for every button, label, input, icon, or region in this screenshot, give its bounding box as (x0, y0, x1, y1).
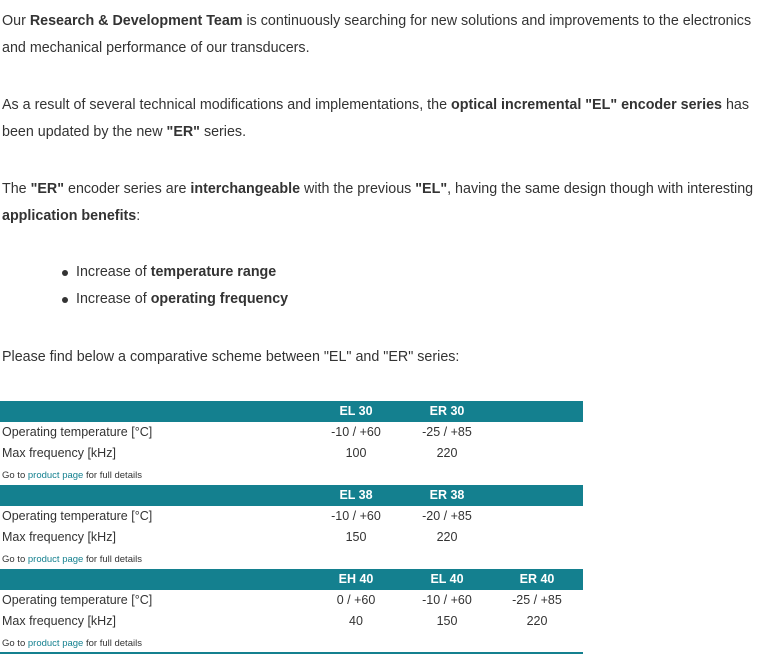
paragraph-comparison-intro: Please find below a comparative scheme between "EL" and "ER" series: (2, 349, 460, 365)
column-header: EL 30 (339, 404, 373, 418)
table-cell: 40 (349, 614, 363, 628)
column-header: EH 40 (338, 572, 374, 586)
table-cell: 100 (345, 446, 367, 460)
table-footer-note: Go to product page for full details (2, 554, 142, 565)
row-label: Max frequency [kHz] (2, 446, 116, 460)
table-cell: 150 (436, 614, 458, 628)
product-page-link[interactable]: product page (27, 470, 84, 481)
comparison-table-1-header (0, 401, 583, 422)
table-row (0, 611, 583, 632)
table-cell: 0 / +60 (336, 593, 376, 607)
table-row (0, 443, 583, 464)
table-row (0, 506, 583, 527)
table-cell: -10 / +60 (331, 509, 381, 523)
table-cell: -10 / +60 (331, 425, 381, 439)
column-header: ER 38 (429, 488, 465, 502)
row-label: Max frequency [kHz] (2, 530, 116, 544)
product-page-link[interactable]: product page (27, 554, 84, 565)
table-cell: -20 / +85 (422, 509, 472, 523)
paragraph-interchangeable: The "ER" encoder series are interchangeable with the previous "EL", having the same design though with interesting application benefits: (2, 181, 754, 224)
comparison-table-3-header (0, 569, 583, 590)
table-footer-note: Go to product page for full details (2, 638, 142, 649)
row-label: Operating temperature [°C] (2, 593, 153, 607)
table-footer-note: Go to product page for full details (2, 470, 142, 481)
table-cell: -25 / +85 (512, 593, 562, 607)
table-cell: 220 (526, 614, 548, 628)
product-page-link[interactable]: product page (27, 638, 84, 649)
table-bottom-rule (0, 652, 583, 654)
table-cell: 220 (436, 530, 458, 544)
table-cell: 220 (436, 446, 458, 460)
column-header: ER 40 (519, 572, 555, 586)
benefit-item-temperature: Increase of temperature range (60, 259, 288, 286)
table-row (0, 422, 583, 443)
benefit-item-frequency: Increase of operating frequency (60, 286, 288, 313)
column-header: ER 30 (429, 404, 465, 418)
benefits-list (60, 259, 288, 313)
table-row (0, 590, 583, 611)
table-cell: -25 / +85 (422, 425, 472, 439)
column-header: EL 40 (430, 572, 464, 586)
paragraph-update: As a result of several technical modifications and implementations, the optical incremental "EL" encoder series has been updated by the new "ER" series. (2, 97, 750, 140)
table-cell: 150 (345, 530, 367, 544)
comparison-table-2-header (0, 485, 583, 506)
row-label: Operating temperature [°C] (2, 425, 153, 439)
paragraph-intro: Our Research & Development Team is continuously searching for new solutions and improvements to the electronics and mechanical performance of our transducers. (2, 13, 752, 56)
row-label: Max frequency [kHz] (2, 614, 116, 628)
row-label: Operating temperature [°C] (2, 509, 153, 523)
column-header: EL 38 (339, 488, 373, 502)
table-cell: -10 / +60 (422, 593, 472, 607)
table-row (0, 527, 583, 548)
